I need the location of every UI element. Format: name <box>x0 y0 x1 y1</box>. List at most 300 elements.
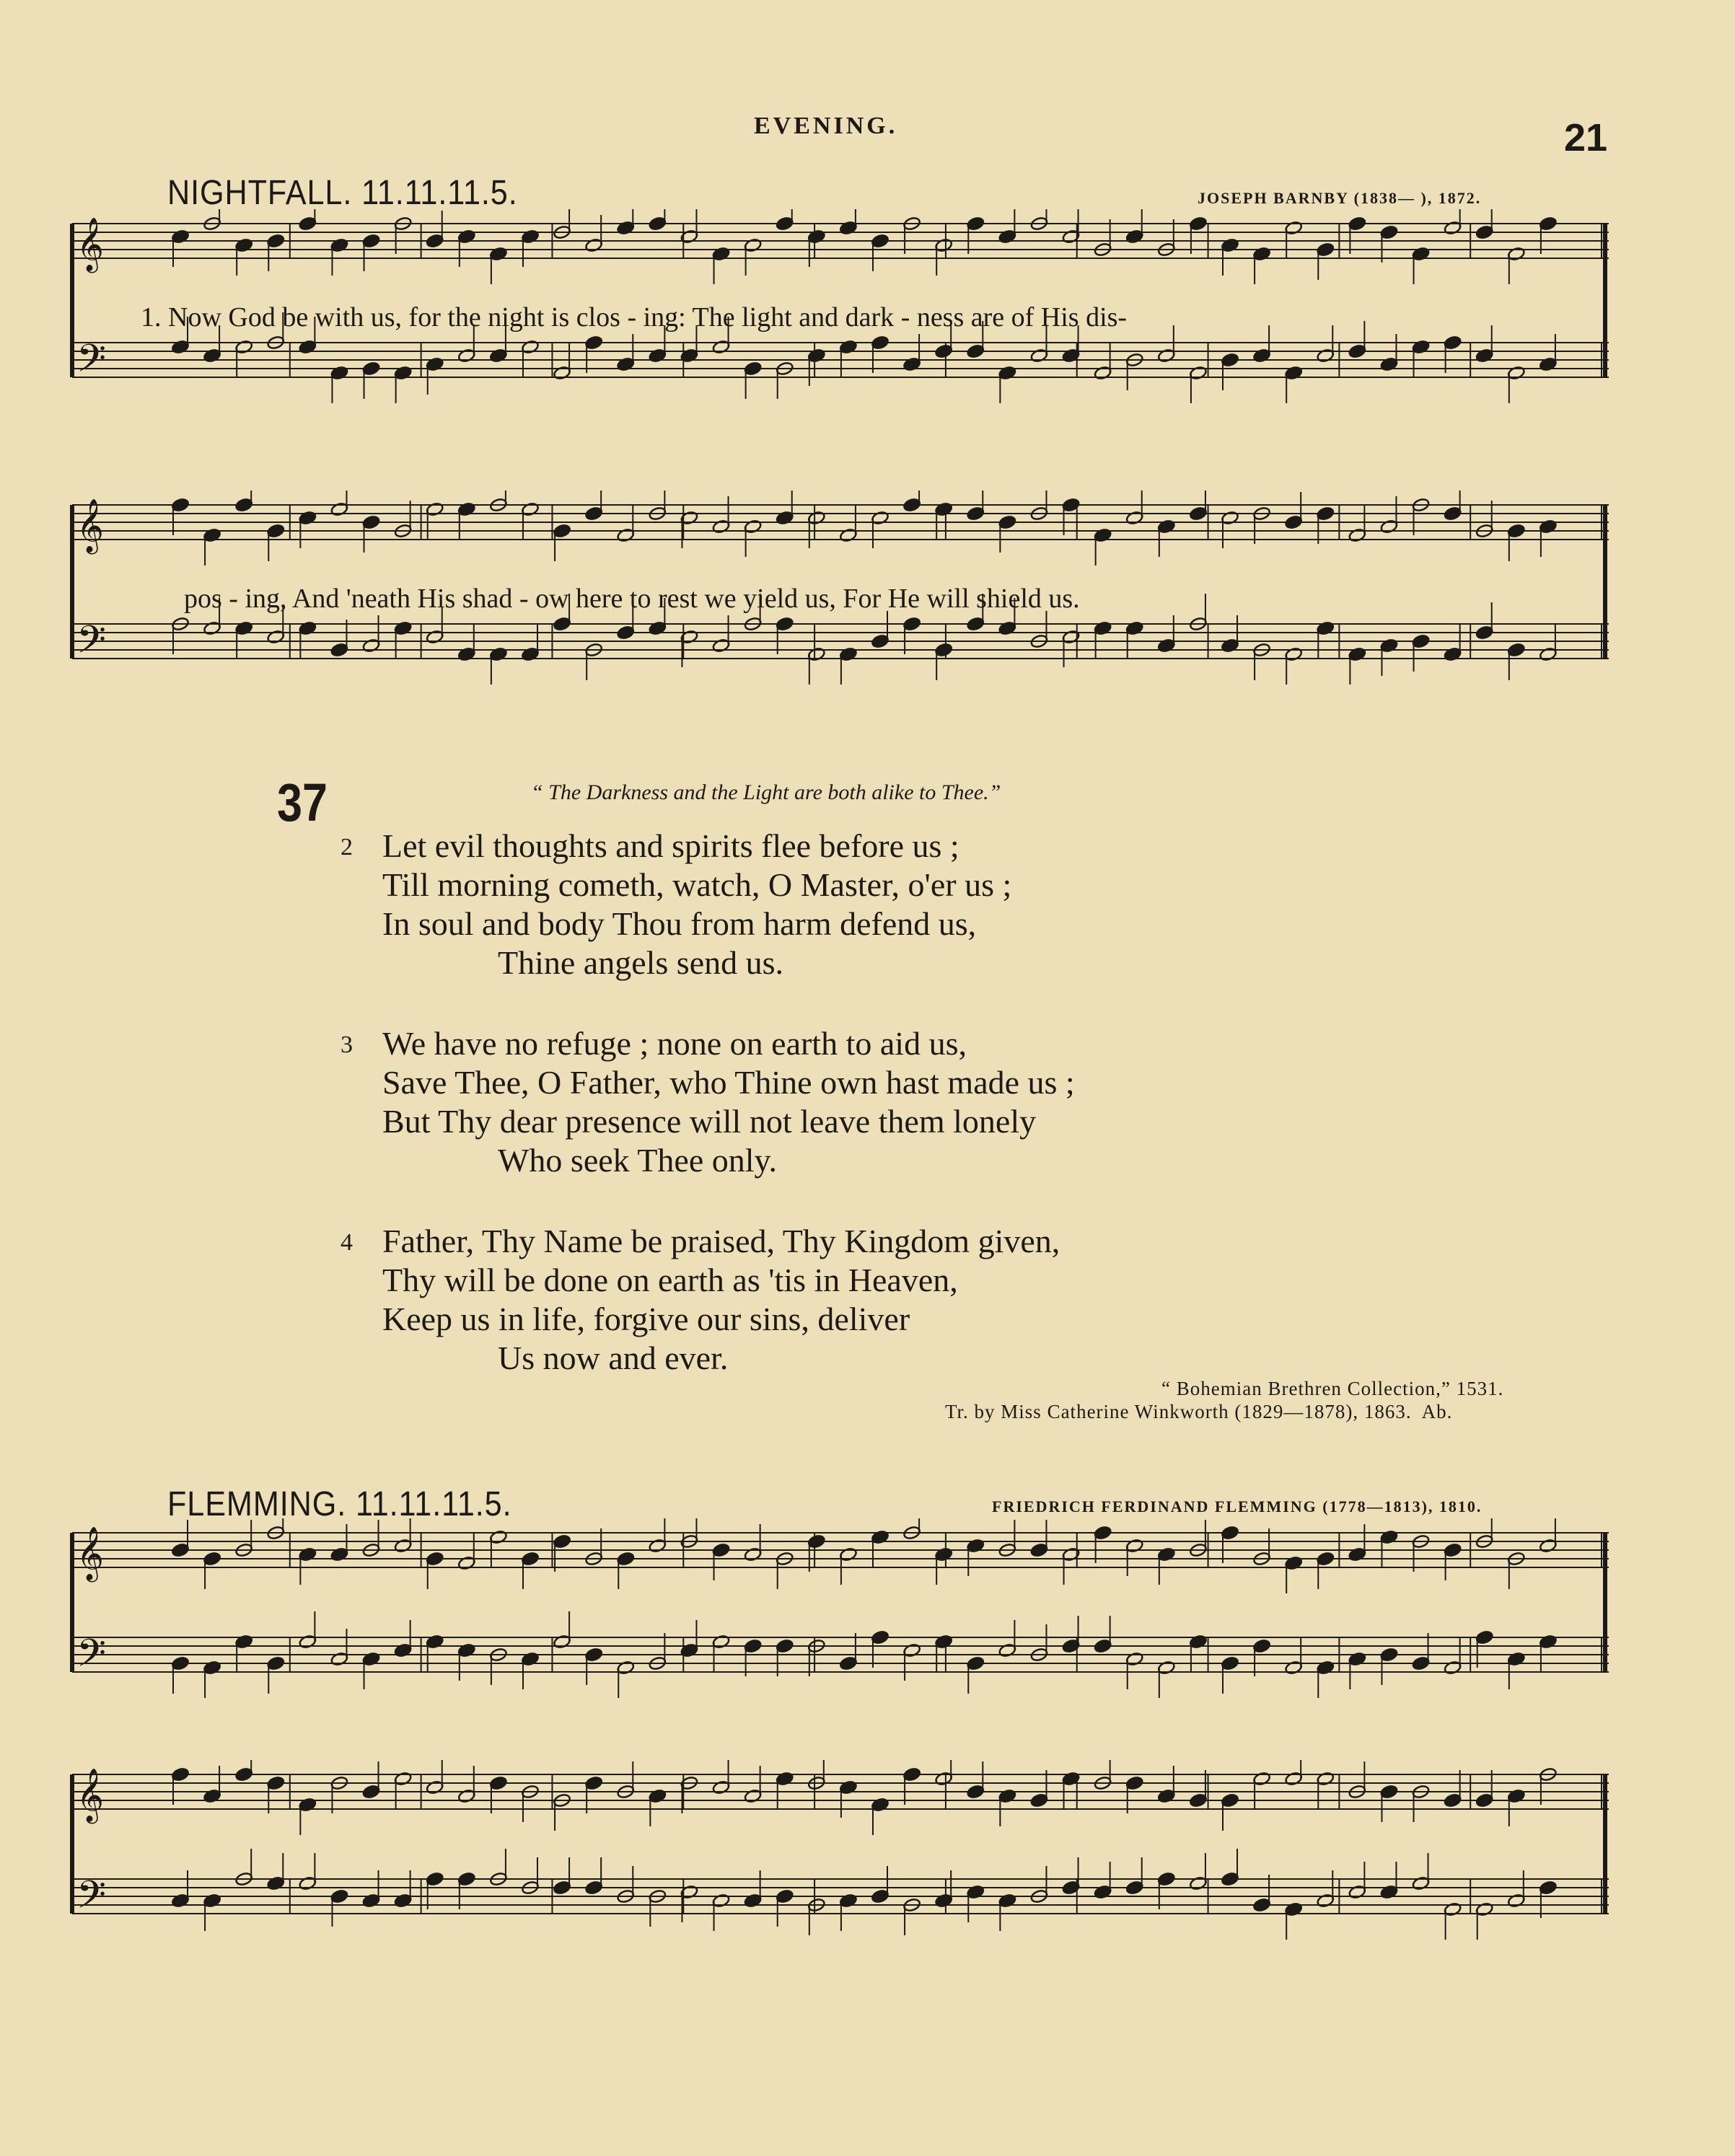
notehead <box>426 357 444 372</box>
notehead <box>203 621 221 636</box>
notehead <box>1539 1539 1557 1554</box>
notehead <box>649 1789 667 1804</box>
notehead <box>1221 238 1239 253</box>
notehead <box>1444 1793 1462 1808</box>
stanza-line: Us now and ever. <box>498 1339 729 1376</box>
notehead <box>584 1647 602 1663</box>
notehead <box>1380 1785 1398 1800</box>
notehead <box>1284 1902 1302 1917</box>
notehead <box>1125 511 1143 526</box>
notehead <box>1444 1902 1462 1917</box>
notehead <box>1444 1543 1462 1558</box>
notehead <box>839 221 857 236</box>
notehead <box>1157 1789 1175 1804</box>
notehead <box>584 506 602 522</box>
stanza-line: In soul and body Thou from harm defend us, <box>382 905 977 942</box>
bass-clef-icon: 𝄢 <box>76 1632 107 1685</box>
notehead <box>203 1789 221 1804</box>
page-number: 21 <box>1564 116 1608 159</box>
notehead <box>1094 1885 1112 1900</box>
notehead <box>234 340 252 355</box>
notehead <box>1221 511 1239 526</box>
notehead <box>1157 1547 1175 1562</box>
notehead <box>1475 348 1493 364</box>
notehead <box>967 506 985 522</box>
notehead <box>1125 1652 1143 1667</box>
notehead <box>171 1767 189 1782</box>
lyrics-line-2: pos - ing, And 'neath His shad - ow here to rest we yield us, For He will shield us. <box>184 584 1080 614</box>
notehead <box>1475 1630 1493 1645</box>
notehead <box>871 234 889 249</box>
notehead <box>521 229 539 245</box>
notehead <box>1380 1647 1398 1663</box>
bass-clef-icon: 𝄢 <box>76 1873 107 1927</box>
notehead <box>267 1656 285 1671</box>
notehead <box>871 634 889 649</box>
notehead <box>1094 366 1112 381</box>
notehead <box>934 643 952 658</box>
notehead <box>394 1772 412 1787</box>
notehead <box>299 340 317 355</box>
notehead <box>1539 519 1557 534</box>
notehead <box>649 621 667 636</box>
treble-clef-icon: 𝄞 <box>76 499 104 553</box>
epigraph: “ The Darkness and the Light are both alike to Thee.” <box>531 780 1001 804</box>
notehead <box>1252 1898 1270 1913</box>
notehead <box>1348 528 1366 543</box>
notehead <box>584 1776 602 1791</box>
notehead <box>902 617 921 632</box>
notehead <box>1539 357 1557 372</box>
notehead <box>457 1872 475 1887</box>
notehead <box>489 348 507 364</box>
notehead <box>1317 1772 1335 1787</box>
notehead <box>553 524 571 539</box>
final-barline <box>1603 505 1607 659</box>
notehead <box>1125 621 1143 636</box>
notehead <box>807 1534 825 1549</box>
notehead <box>1507 1893 1525 1909</box>
notehead <box>871 1530 889 1545</box>
notehead <box>299 1798 317 1813</box>
notehead <box>1252 1772 1270 1787</box>
notehead <box>744 238 762 253</box>
notehead <box>171 229 189 245</box>
source-attribution: “ Bohemian Brethren Collection,” 1531. <box>1161 1378 1504 1399</box>
notehead <box>1317 1893 1335 1909</box>
notehead <box>712 1543 730 1558</box>
stanza-number: 4 <box>341 1229 353 1256</box>
notehead <box>299 511 317 526</box>
notehead <box>330 1547 348 1562</box>
notehead <box>394 621 412 636</box>
tune-name-flemming: FLEMMING. 11.11.11.5. <box>167 1485 512 1523</box>
notehead <box>902 1767 921 1782</box>
notehead <box>1348 344 1366 359</box>
notehead <box>1030 1793 1048 1808</box>
notehead <box>1444 335 1462 351</box>
stanza-number: 3 <box>341 1031 353 1058</box>
notehead <box>267 1876 285 1891</box>
bass-clef-icon: 𝄢 <box>76 337 107 390</box>
notehead <box>1284 1772 1302 1787</box>
notehead <box>330 366 348 381</box>
notehead <box>649 1539 667 1554</box>
notehead <box>362 1893 380 1909</box>
notehead <box>1284 1660 1302 1676</box>
notehead <box>934 502 952 517</box>
notehead <box>744 1639 762 1654</box>
notehead <box>998 621 1016 636</box>
notehead <box>967 216 985 232</box>
notehead <box>330 502 348 517</box>
hymn-number: 37 <box>277 773 328 832</box>
composer-nightfall: JOSEPH BARNBY (1838— ), 1872. <box>1198 189 1482 207</box>
notehead <box>617 1660 635 1676</box>
notehead <box>934 1893 952 1909</box>
notehead <box>1284 647 1302 662</box>
notehead <box>171 340 189 355</box>
notehead <box>617 528 635 543</box>
notehead <box>871 1630 889 1645</box>
notehead <box>1157 519 1175 534</box>
notehead <box>744 1893 762 1909</box>
notehead <box>776 511 794 526</box>
notehead <box>1252 1639 1270 1654</box>
notehead <box>1539 647 1557 662</box>
notehead <box>1380 519 1398 534</box>
notehead <box>521 502 539 517</box>
notehead <box>267 234 285 249</box>
notehead <box>1221 638 1239 654</box>
notehead <box>330 643 348 658</box>
notehead <box>998 515 1016 530</box>
notehead <box>1125 1776 1143 1791</box>
notehead <box>871 1889 889 1904</box>
notehead <box>1507 643 1525 658</box>
notehead <box>1317 621 1335 636</box>
notehead <box>299 1547 317 1562</box>
notehead <box>776 1772 794 1787</box>
notehead <box>839 1893 857 1909</box>
notehead <box>1125 229 1143 245</box>
notehead <box>776 617 794 632</box>
notehead <box>1444 1660 1462 1676</box>
notehead <box>1252 247 1270 262</box>
notehead <box>171 498 189 513</box>
notehead <box>426 234 444 249</box>
notehead <box>807 647 825 662</box>
notehead <box>1507 1652 1525 1667</box>
notehead <box>330 238 348 253</box>
notehead <box>1380 1885 1398 1900</box>
notehead <box>871 511 889 526</box>
treble-clef-icon: 𝄞 <box>76 1769 104 1822</box>
notehead <box>1284 515 1302 530</box>
final-barline <box>1603 224 1607 377</box>
notehead <box>1412 634 1430 649</box>
notehead <box>1380 638 1398 654</box>
notehead <box>1444 506 1462 522</box>
music-system-flemming-2 <box>65 1760 1616 1962</box>
notehead <box>1221 1793 1239 1808</box>
notehead <box>1380 225 1398 240</box>
notehead <box>1221 353 1239 368</box>
notehead <box>330 1652 348 1667</box>
notehead <box>362 638 380 654</box>
notehead <box>1125 1880 1143 1896</box>
stanza-line: Thine angels send us. <box>498 944 784 981</box>
notehead <box>330 1889 348 1904</box>
notehead <box>1221 1872 1239 1887</box>
running-head: EVENING. <box>754 113 898 139</box>
notehead <box>1539 216 1557 232</box>
notehead <box>267 1776 285 1791</box>
stanza-line: But Thy dear presence will not leave them lonely <box>382 1103 1037 1140</box>
notehead <box>649 216 667 232</box>
notehead <box>712 247 730 262</box>
notehead <box>871 1798 889 1813</box>
notehead <box>1189 1793 1207 1808</box>
notehead <box>299 621 317 636</box>
notehead <box>1380 1530 1398 1545</box>
notehead <box>426 630 444 645</box>
notehead <box>744 1547 762 1562</box>
notehead <box>744 519 762 534</box>
notehead <box>1189 366 1207 381</box>
notehead <box>584 1880 602 1896</box>
notehead <box>234 238 252 253</box>
notehead <box>362 1785 380 1800</box>
notehead <box>1125 1539 1143 1554</box>
notehead <box>998 1893 1016 1909</box>
notehead <box>362 234 380 249</box>
notehead <box>617 357 635 372</box>
treble-clef-icon: 𝄞 <box>76 218 104 271</box>
notehead <box>1507 524 1525 539</box>
music-system-flemming-1 <box>65 1518 1616 1720</box>
stanza-line: Who seek Thee only. <box>498 1142 778 1179</box>
notehead <box>362 515 380 530</box>
notehead <box>553 1534 571 1549</box>
notehead <box>553 1634 571 1650</box>
notehead <box>584 335 602 351</box>
notehead <box>1157 638 1175 654</box>
stanza-line: Let evil thoughts and spirits flee before us ; <box>382 827 959 864</box>
notehead <box>1380 357 1398 372</box>
notehead <box>1094 1526 1112 1541</box>
bass-clef-icon: 𝄢 <box>76 618 107 672</box>
notehead <box>1475 1902 1493 1917</box>
notehead <box>457 1556 475 1571</box>
notehead <box>1030 1543 1048 1558</box>
notehead <box>553 1880 571 1896</box>
notehead <box>1539 1634 1557 1650</box>
notehead <box>489 247 507 262</box>
notehead <box>171 1656 189 1671</box>
stanza-number: 2 <box>341 834 353 861</box>
notehead <box>1412 1656 1430 1671</box>
notehead <box>457 1789 475 1804</box>
notehead <box>776 1639 794 1654</box>
notehead <box>1317 506 1335 522</box>
notehead <box>457 647 475 662</box>
notehead <box>967 1539 985 1554</box>
stanza-line: Keep us in life, forgive our sins, deliver <box>382 1301 910 1337</box>
notehead <box>521 340 539 355</box>
notehead <box>1412 1876 1430 1891</box>
notehead <box>1348 1547 1366 1562</box>
lyrics-line-1: 1. Now God be with us, for the night is clos - ing: The light and dark - ness are of His dis- <box>141 302 1128 333</box>
translator-attribution: Tr. by Miss Catherine Winkworth (1829—1878), 1863. Ab. <box>945 1401 1453 1422</box>
notehead <box>1284 366 1302 381</box>
notehead <box>649 348 667 364</box>
notehead <box>299 1876 317 1891</box>
notehead <box>1348 1652 1366 1667</box>
notehead <box>426 1634 444 1650</box>
notehead <box>712 519 730 534</box>
notehead <box>1252 348 1270 364</box>
notehead <box>617 625 635 641</box>
notehead <box>1284 221 1302 236</box>
notehead <box>967 617 985 632</box>
notehead <box>1221 1526 1239 1541</box>
notehead <box>426 502 444 517</box>
notehead <box>1189 1876 1207 1891</box>
notehead <box>871 335 889 351</box>
notehead <box>934 1547 952 1562</box>
notehead <box>712 1893 730 1909</box>
notehead <box>394 1643 412 1658</box>
notehead <box>426 1780 444 1795</box>
notehead <box>744 1789 762 1804</box>
treble-clef-icon: 𝄞 <box>76 1527 104 1580</box>
notehead <box>234 1634 252 1650</box>
notehead <box>521 1552 539 1567</box>
notehead <box>902 357 921 372</box>
notehead <box>203 348 221 364</box>
notehead <box>1348 1885 1366 1900</box>
notehead <box>1507 247 1525 262</box>
composer-flemming: FRIEDRICH FERDINAND FLEMMING (1778—1813), 1810. <box>992 1497 1483 1515</box>
notehead <box>1348 647 1366 662</box>
notehead <box>617 1552 635 1567</box>
notehead <box>934 1634 952 1650</box>
notehead <box>934 1772 952 1787</box>
notehead <box>934 344 952 359</box>
notehead <box>712 340 730 355</box>
notehead <box>1094 621 1112 636</box>
notehead <box>521 647 539 662</box>
notehead <box>171 1893 189 1909</box>
notehead <box>1507 1789 1525 1804</box>
notehead <box>457 348 475 364</box>
notehead <box>234 1767 252 1782</box>
notehead <box>807 348 825 364</box>
notehead <box>584 238 602 253</box>
notehead <box>426 1552 444 1567</box>
notehead <box>1284 1556 1302 1571</box>
notehead <box>203 1552 221 1567</box>
notehead <box>967 1785 985 1800</box>
notehead <box>839 1780 857 1795</box>
notehead <box>967 1656 985 1671</box>
notehead <box>457 502 475 517</box>
notehead <box>553 366 571 381</box>
notehead <box>967 1885 985 1900</box>
stanza-line: We have no refuge ; none on earth to aid us, <box>382 1025 967 1062</box>
notehead <box>712 638 730 654</box>
notehead <box>902 1643 921 1658</box>
notehead <box>1412 340 1430 355</box>
notehead <box>1317 1552 1335 1567</box>
notehead <box>1157 1660 1175 1676</box>
stanza-line: Save Thee, O Father, who Thine own hast made us ; <box>382 1064 1075 1101</box>
notehead <box>394 1893 412 1909</box>
notehead <box>839 1547 857 1562</box>
notehead <box>839 1656 857 1671</box>
notehead <box>1412 247 1430 262</box>
notehead <box>1317 242 1335 258</box>
notehead <box>839 528 857 543</box>
notehead <box>998 229 1016 245</box>
notehead <box>394 366 412 381</box>
notehead <box>203 528 221 543</box>
notehead <box>998 366 1016 381</box>
final-barline <box>1603 1774 1607 1914</box>
notehead <box>1189 506 1207 522</box>
notehead <box>934 238 952 253</box>
notehead <box>839 340 857 355</box>
notehead <box>299 1634 317 1650</box>
notehead <box>1030 348 1048 364</box>
stanza-line: Thy will be done on earth as 'tis in Heaven, <box>382 1262 958 1298</box>
notehead <box>267 630 285 645</box>
notehead <box>1317 348 1335 364</box>
notehead <box>712 1780 730 1795</box>
notehead <box>1444 221 1462 236</box>
notehead <box>362 361 380 377</box>
notehead <box>1317 1660 1335 1676</box>
notehead <box>489 1776 507 1791</box>
notehead <box>807 229 825 245</box>
notehead <box>807 511 825 526</box>
notehead <box>362 1652 380 1667</box>
notehead <box>1475 225 1493 240</box>
notehead <box>1475 625 1493 641</box>
notehead <box>489 1530 507 1545</box>
notehead <box>203 1893 221 1909</box>
stanza-line: Till morning cometh, watch, O Master, o'er us ; <box>382 866 1012 903</box>
notehead <box>489 647 507 662</box>
notehead <box>457 1643 475 1658</box>
notehead <box>776 1889 794 1904</box>
notehead <box>521 1652 539 1667</box>
tune-name-nightfall: NIGHTFALL. 11.11.11.5. <box>167 174 518 212</box>
notehead <box>1348 216 1366 232</box>
stanza-line: Father, Thy Name be praised, Thy Kingdom given, <box>382 1223 1060 1259</box>
notehead <box>234 498 252 513</box>
notehead <box>998 1789 1016 1804</box>
notehead <box>1475 1793 1493 1808</box>
notehead <box>1094 528 1112 543</box>
notehead <box>457 229 475 245</box>
notehead <box>998 1643 1016 1658</box>
notehead <box>967 344 985 359</box>
notehead <box>1221 1656 1239 1671</box>
notehead <box>299 216 317 232</box>
final-barline <box>1603 1533 1607 1672</box>
